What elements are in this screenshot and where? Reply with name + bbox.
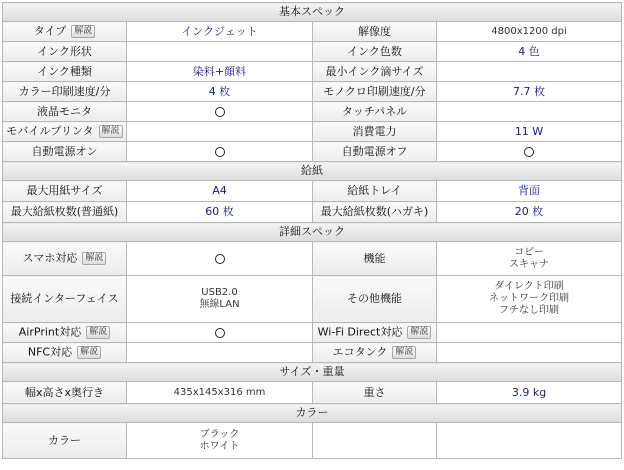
power-value: 11 W (437, 122, 622, 142)
ink-shape-value (127, 42, 313, 62)
supported-circle-icon (215, 254, 225, 264)
other-item: フチなし印刷 (499, 305, 559, 316)
weight-value: 3.9 kg (437, 382, 622, 404)
empty-cell (313, 423, 437, 459)
power-label: 消費電力 (313, 122, 437, 142)
section-header-basic: 基本スペック (3, 3, 622, 22)
weight-label: 重さ (313, 382, 437, 404)
help-button-airprint[interactable]: 解説 (86, 326, 110, 339)
interface-item: 無線LAN (199, 299, 240, 310)
tray-value: 背面 (437, 181, 622, 202)
row-label-nfc (3, 343, 127, 363)
resolution-label: 解像度 (313, 22, 437, 42)
other-item: ダイレクト印刷 (494, 281, 564, 292)
lcd-label: 液晶モニタ (3, 102, 127, 122)
empty-cell (437, 423, 622, 459)
interface-value (127, 276, 313, 323)
wifidirect-label: Wi-Fi Direct対応 (317, 325, 403, 339)
max-size-value: A4 (127, 181, 313, 202)
mono-speed-value: 7.7 枚 (437, 82, 622, 102)
max-plain-value: 60 枚 (127, 202, 313, 223)
max-plain-label: 最大給紙枚数(普通紙) (3, 202, 127, 223)
auto-on-value (127, 142, 313, 162)
supported-circle-icon (524, 147, 534, 157)
auto-off-label: 自動電源オフ (313, 142, 437, 162)
function-value (437, 242, 622, 276)
row-label-smartphone (3, 242, 127, 276)
touch-label: タッチパネル (313, 102, 437, 122)
smartphone-value (127, 242, 313, 276)
row-label-type (3, 22, 127, 42)
supported-circle-icon (215, 147, 225, 157)
help-button-ecotank[interactable]: 解説 (392, 346, 416, 359)
smartphone-label: スマホ対応 (22, 251, 78, 265)
help-button-wifidirect[interactable]: 解説 (407, 326, 431, 339)
mobile-label: モバイルプリンタ (6, 124, 94, 138)
resolution-value: 4800x1200 dpi (437, 22, 622, 42)
airprint-value (127, 323, 313, 343)
section-header-size: サイズ・重量 (3, 363, 622, 382)
interface-label: 接続インターフェイス (3, 276, 127, 323)
supported-circle-icon (215, 107, 225, 117)
mono-speed-label: モノクロ印刷速度/分 (313, 82, 437, 102)
wifidirect-value (437, 323, 622, 343)
help-button-mobile[interactable]: 解説 (99, 125, 123, 138)
other-label: その他機能 (313, 276, 437, 323)
nfc-label: NFC対応 (27, 345, 73, 359)
help-button-smartphone[interactable]: 解説 (82, 252, 106, 265)
mobile-value (127, 122, 313, 142)
ink-kind-value: 染料+顔料 (127, 62, 313, 82)
other-item: ネットワーク印刷 (489, 293, 569, 304)
section-header-color: カラー (3, 404, 622, 423)
min-drop-value (437, 62, 622, 82)
row-label-ecotank (313, 343, 437, 363)
interface-item: USB2.0 (201, 287, 238, 298)
row-label-mobile (3, 122, 127, 142)
min-drop-label: 最小インク滴サイズ (313, 62, 437, 82)
function-label: 機能 (313, 242, 437, 276)
supported-circle-icon (215, 328, 225, 338)
color-speed-value: 4 枚 (127, 82, 313, 102)
touch-value (437, 102, 622, 122)
airprint-label: AirPrint対応 (18, 325, 82, 339)
help-button-type[interactable]: 解説 (71, 25, 95, 38)
ink-colors-label: インク色数 (313, 42, 437, 62)
color-item: ブラック (199, 428, 240, 440)
type-label: タイプ (33, 24, 67, 38)
dims-label: 幅x高さx奥行き (3, 382, 127, 404)
section-header-detail: 詳細スペック (3, 223, 622, 242)
other-value (437, 276, 622, 323)
section-header-paper: 給紙 (3, 162, 622, 181)
ink-colors-value: 4 色 (437, 42, 622, 62)
help-button-nfc[interactable]: 解説 (77, 346, 101, 359)
dims-value: 435x145x316 mm (127, 382, 313, 404)
auto-off-value (437, 142, 622, 162)
function-item: スキャナ (509, 258, 549, 270)
nfc-value (127, 343, 313, 363)
color-value (127, 423, 313, 459)
ink-shape-label: インク形状 (3, 42, 127, 62)
ink-kind-label: インク種類 (3, 62, 127, 82)
type-value: インクジェット (127, 22, 313, 42)
color-label: カラー (3, 423, 127, 459)
row-label-wifidirect (313, 323, 437, 343)
max-postcard-value: 20 枚 (437, 202, 622, 223)
row-label-airprint (3, 323, 127, 343)
color-speed-label: カラー印刷速度/分 (3, 82, 127, 102)
auto-on-label: 自動電源オン (3, 142, 127, 162)
lcd-value (127, 102, 313, 122)
max-size-label: 最大用紙サイズ (3, 181, 127, 202)
spec-table (2, 2, 622, 459)
color-item: ホワイト (199, 440, 240, 452)
max-postcard-label: 最大給紙枚数(ハガキ) (313, 202, 437, 223)
function-item: コピー (514, 246, 544, 258)
ecotank-value (437, 343, 622, 363)
ecotank-label: エコタンク (332, 345, 388, 359)
tray-label: 給紙トレイ (313, 181, 437, 202)
